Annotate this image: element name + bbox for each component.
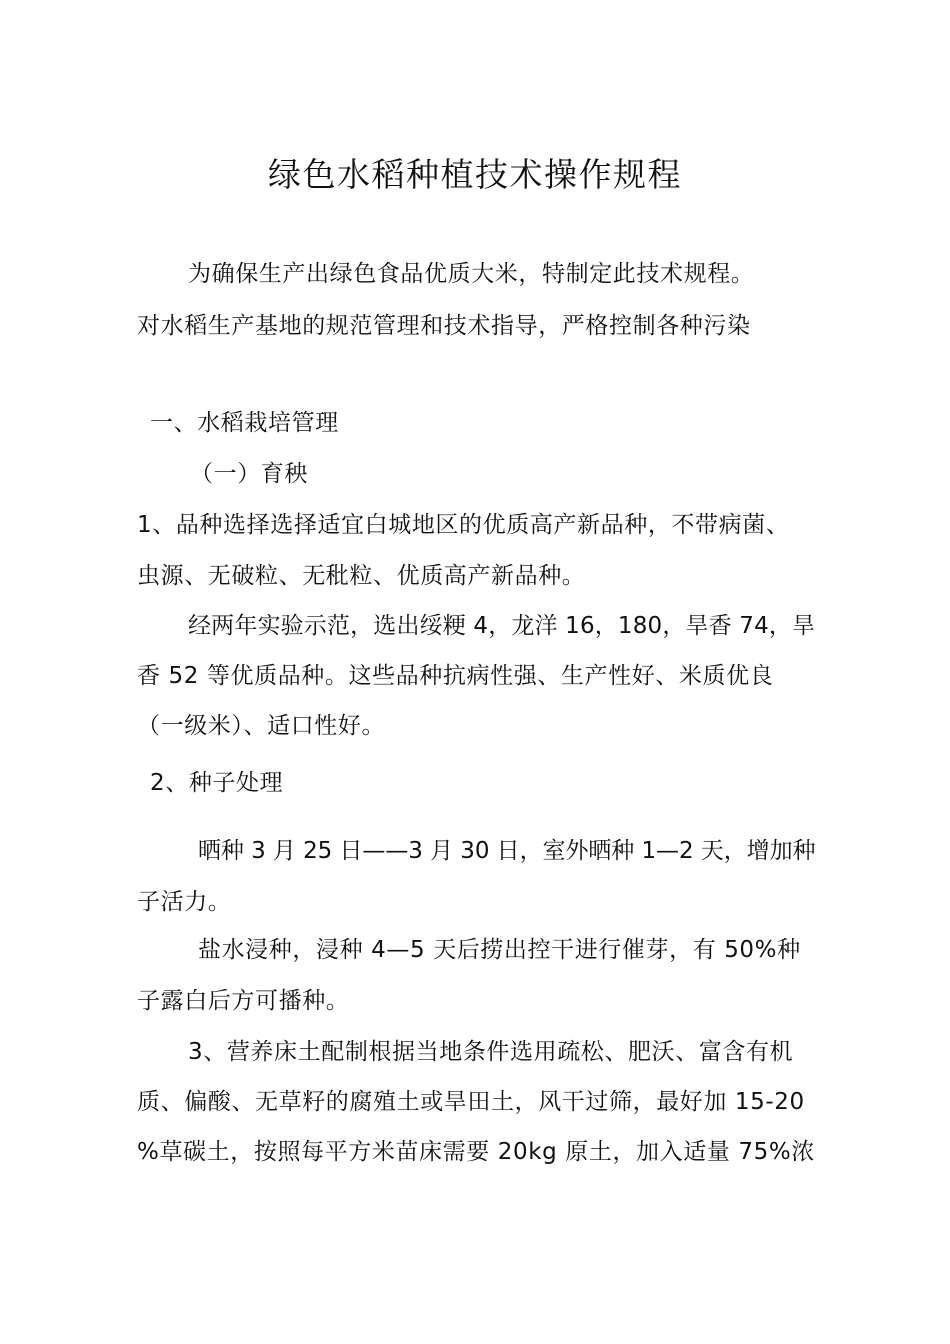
paragraph-bed-soil-line-3: %草碳土，按照每平方米苗床需要 20kg 原土，加入适量 75%浓 <box>137 1139 815 1165</box>
paragraph-trial-line-1: 经两年实验示范，选出绥粳 4，龙洋 16，180，旱香 74，旱 <box>188 613 816 639</box>
paragraph-variety-line-1: 1、品种选择选择适宜白城地区的优质高产新品种，不带病菌、 <box>137 512 790 538</box>
paragraph-trial-line-3: （一级米）、适口性好。 <box>137 713 386 739</box>
paragraph-soaking-line-1: 盐水浸种，浸种 4—5 天后捞出控干进行催芽，有 50%种 <box>198 937 801 963</box>
document-title: 绿色水稻种植技术操作规程 <box>268 155 682 194</box>
paragraph-bed-soil-line-1: 3、营养床土配制根据当地条件选用疏松、肥沃、富含有机 <box>188 1039 794 1065</box>
section-heading-cultivation: 一、水稻栽培管理 <box>150 410 339 436</box>
paragraph-trial-line-2: 香 52 等优质品种。这些品种抗病性强、生产性好、米质优良 <box>137 663 774 689</box>
paragraph-sun-drying-line-2: 子活力。 <box>137 889 232 915</box>
paragraph-bed-soil-line-2: 质、偏酸、无草籽的腐殖土或旱田土，风干过筛，最好加 15-20 <box>137 1089 805 1115</box>
intro-line-1: 为确保生产出绿色食品优质大米，特制定此技术规程。 <box>188 261 755 287</box>
heading-seed-treatment: 2、种子处理 <box>150 770 284 796</box>
subsection-heading-seedling: （一）育秧 <box>190 461 308 487</box>
paragraph-sun-drying-line-1: 晒种 3 月 25 日——3 月 30 日，室外晒种 1—2 天，增加种 <box>198 838 816 864</box>
paragraph-soaking-line-2: 子露白后方可播种。 <box>137 988 350 1014</box>
paragraph-variety-line-2: 虫源、无破粒、无秕粒、优质高产新品种。 <box>137 563 586 589</box>
intro-line-2: 对水稻生产基地的规范管理和技术指导，严格控制各种污染 <box>137 313 751 339</box>
